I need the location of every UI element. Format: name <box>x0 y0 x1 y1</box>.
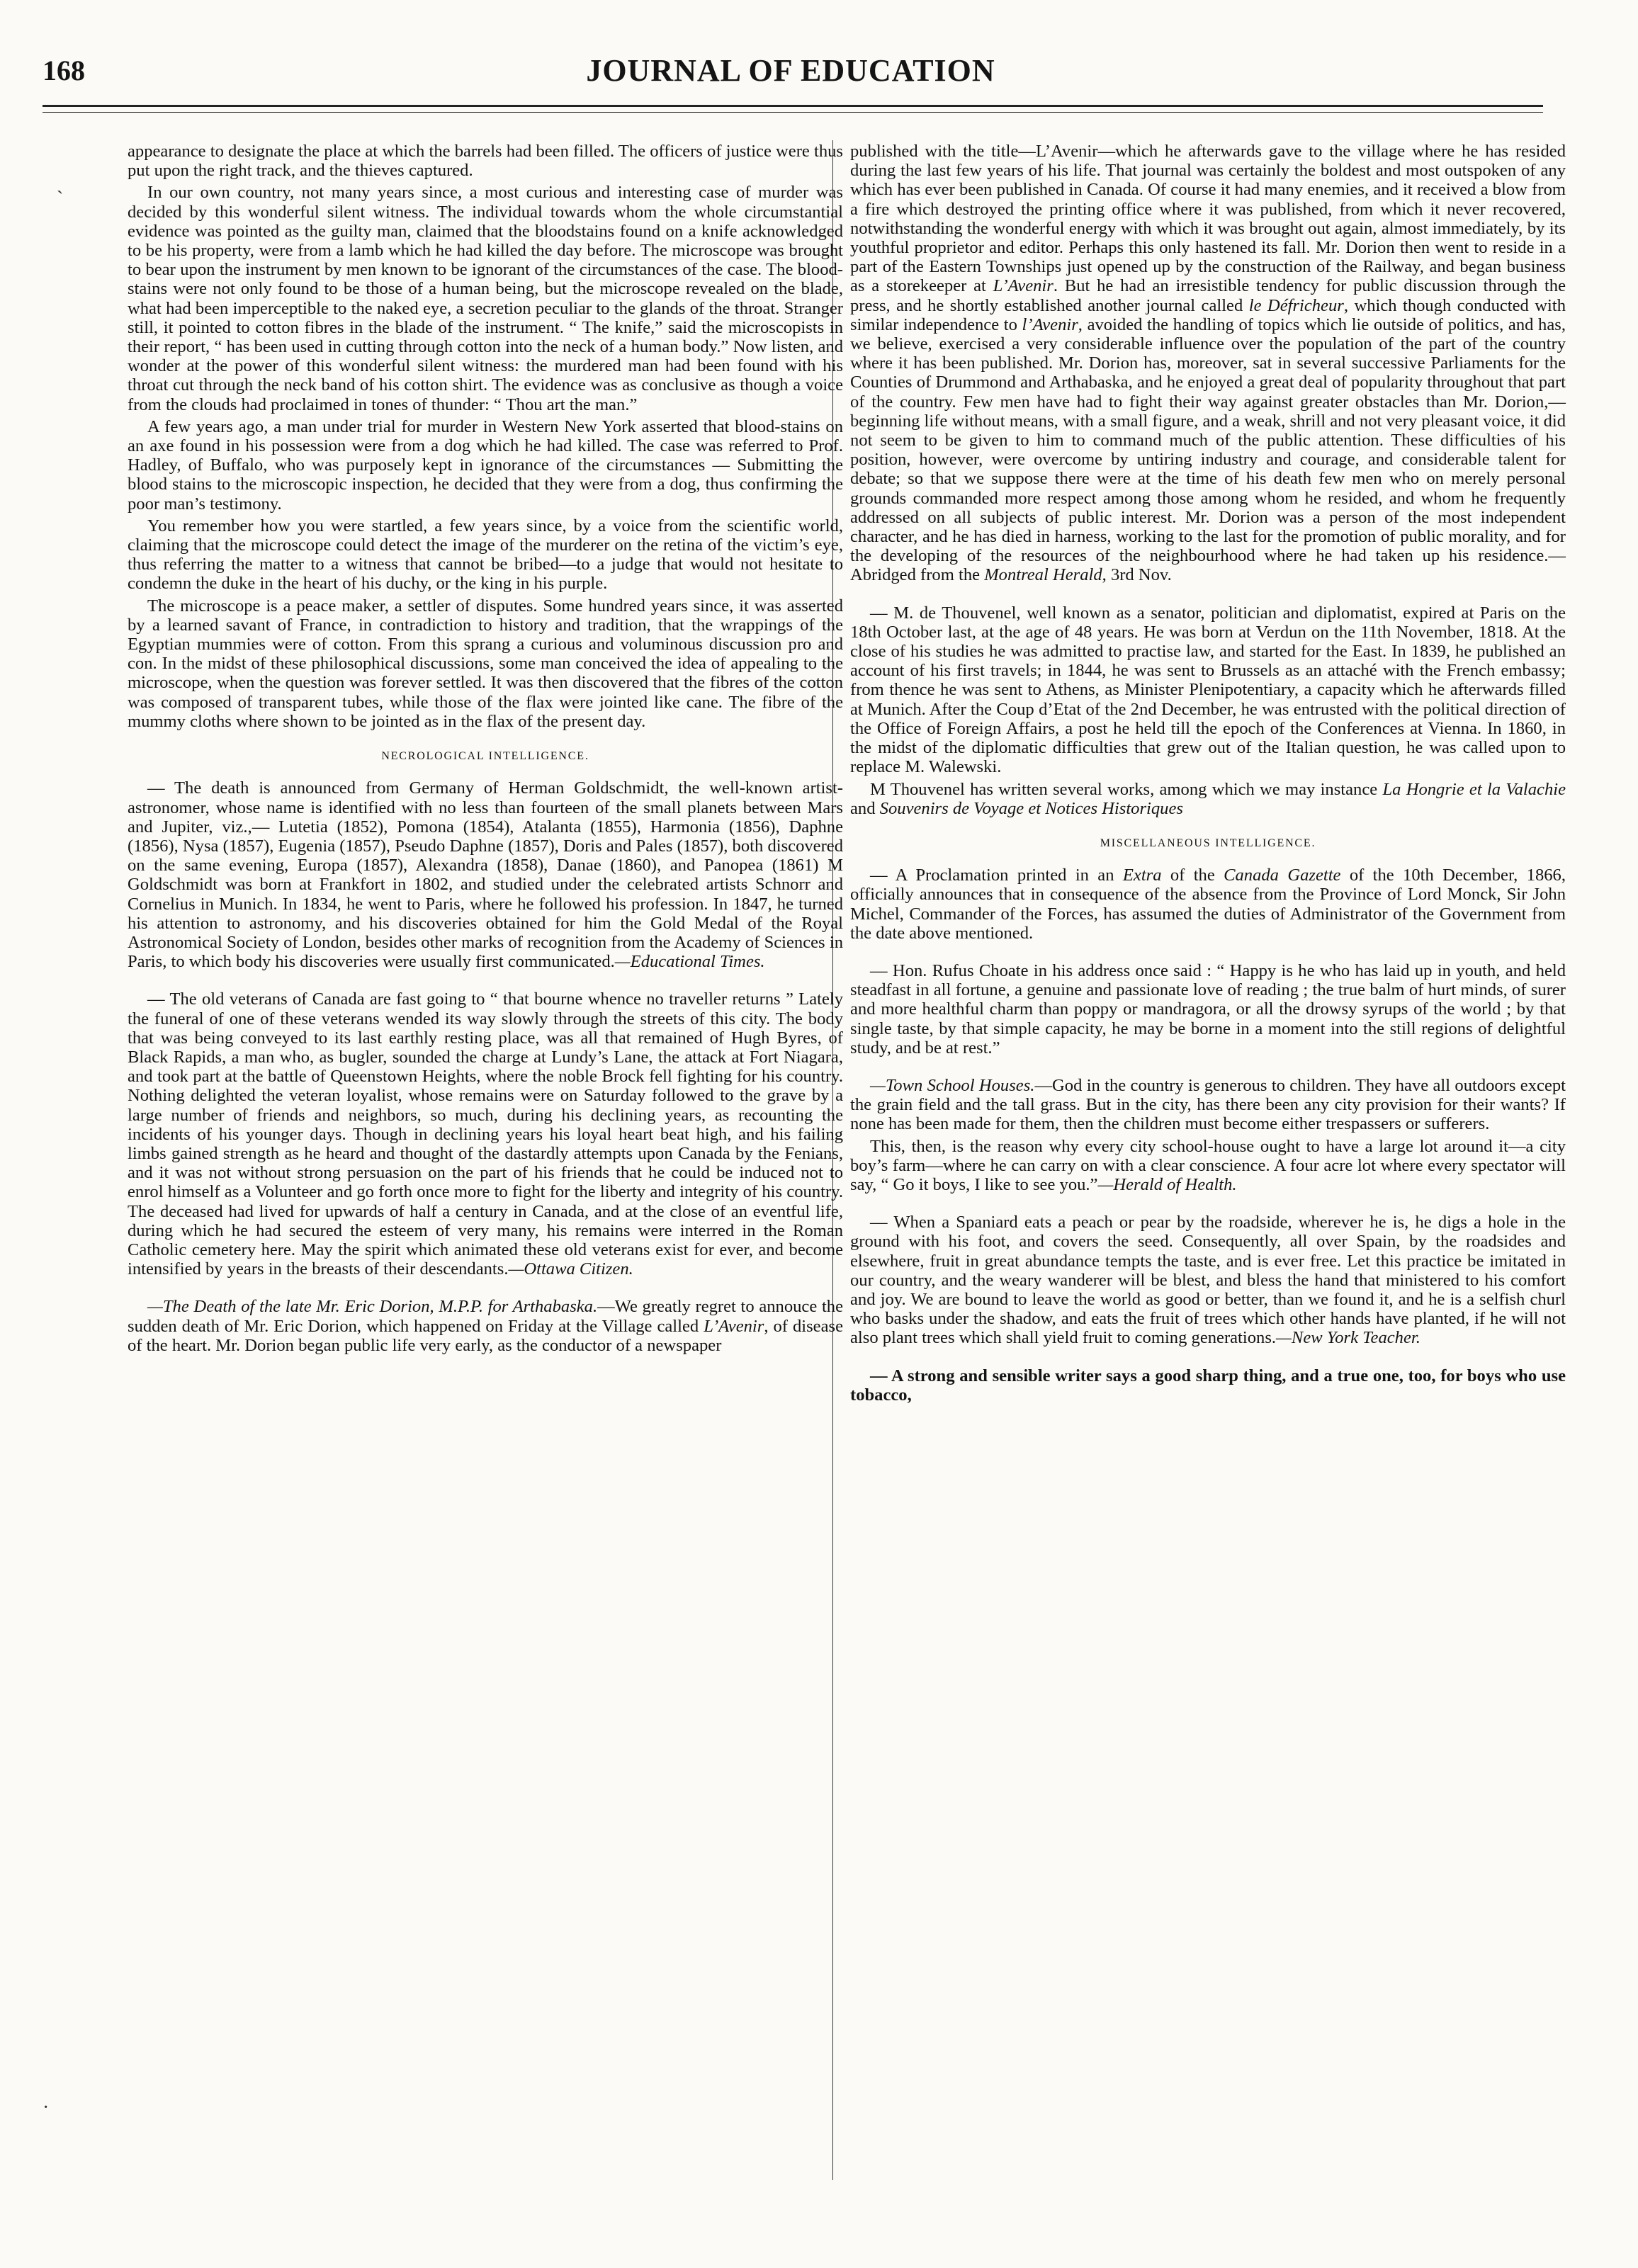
goldschmidt-item <box>128 778 843 971</box>
avenir-title: L’Avenir <box>704 1316 764 1336</box>
right-column <box>850 142 1566 1407</box>
veterans-text: — The old veterans of Canada are fast going to “ that bourne whence no traveller returns ” Lately the funeral of one of these veterans wended its way slowly through the streets of this city. The body that was being conveyed to its last earthly resting place, was all that remained of Hugh Byres, of Black Rapids, a man who, as bugler, sounded the charge at Lundy’s Lane, the attack at Fort Niagara, and took part at the battle of Queenstown Heights, where the noble Brock fell fighting for his country. Nothing delighted the veteran loyalist, whose remains were on Saturday followed to the grave by a large number of friends and neighbors, so much, during his declining years, as recounting the incidents of his younger days. Though in declining years his loyal heart beat high, and his failing limbs gained strength as he heard and thought of the dastardly attempts upon Canada by the Fenians, and it was not without strong persuasion on the part of his friends that he could be induced not to enrol himself as a Volunteer and go forth once more to fight for the liberty and integrity of his country. The deceased had lived for upwards of half a century in Canada, and at the close of an eventful life, during which he had secured the esteem of very many, his remains were interred in the Roman Catholic cemetery here. May the spirit which animated these old veterans exist for ever, and become intensified by years in the breasts of their descendants. <box>128 990 843 1279</box>
avenir-title: L’Avenir <box>993 276 1054 296</box>
spaniard-source: —New York Teacher. <box>1276 1328 1420 1348</box>
necrology-heading: NECROLOGICAL INTELLIGENCE. <box>381 750 589 763</box>
tobacco-item: — A strong and sensible writer says a good sharp thing, and a true one, too, for boys who use tobacco, <box>850 1366 1566 1405</box>
dorion-date: , 3rd Nov. <box>1102 565 1172 585</box>
spaniard-text: — When a Spaniard eats a peach or pear by the roadside, wherever he is, he digs a hole in the ground with his foot, and covers the seed. Consequently, all over Spain, by the roadsides and elsewhere, fruit in great abundance tempts the taste, and is ever free. Let this practice be imitated in our country, and the weary wanderer will be blest, and bless the hand that ministered to his comfort and joy. We are bound to leave the world as good or better, than we found it, and he is a selfish churl who basks under the shadow, and eats the fruit of trees which other hands have planted, if he will not also plant trees which shall yield fruit to coming generations. <box>850 1213 1566 1348</box>
thouvenel-text: M Thouvenel has written several works, among which we may instance <box>870 779 1383 799</box>
gazette-title: Canada Gazette <box>1224 866 1341 885</box>
goldschmidt-text: — The death is announced from Germany of Herman Goldschmidt, the well-known artist-astronomer, whose name is identified with no less than fourteen of the small planets between Mars and Jupiter, viz.,— Lutetia (1852), Pomona (1854), Atalanta (1855), Harmonia (1856), Daphne (1856), Nysa (1857), Eugenia (1857), Pseudo Daphne (1857), Doris and Pales (1857), both discovered on the same evening, Europa (1857), Alexandra (1858), Danae (1860), and Panopea (1861) M Goldschmidt was born at Frankfort in 1802, and studied under the celebrated artists Schnorr and Cornelius in Munich. In 1834, he went to Paris, where he followed his profession. In 1847, he turned his attention to astronomy, and his discoveries obtained for him the Gold Medal of the Royal Astronomical Society of London, besides other marks of recognition from the Academy of Sciences in Paris, to which body his discoveries were usually first communicated. <box>128 778 843 972</box>
header-rule-thick <box>43 105 1543 107</box>
school-houses-text: —God in the country is generous to children. They have all outdoors except the grain field and the tall grass. But in the city, has there been any city provision for their wants? If none has been made for them, then the children must become either trespassers or sufferers. <box>850 1075 1566 1134</box>
thouvenel-text: and <box>850 798 880 818</box>
proclamation-item <box>850 866 1566 943</box>
dorion-text: —We greatly regret to annouce the sudden death of Mr. Eric Dorion, which happened on Friday at the Village called <box>128 1297 843 1336</box>
margin-mark: ` <box>57 188 64 210</box>
goldschmidt-source: —Educational Times. <box>614 952 765 972</box>
proclamation-text: — A Proclamation printed in an <box>870 866 1123 885</box>
dorion-text: , which though conducted with similar independence to <box>850 295 1566 334</box>
dorion-text: . But he had an irresistible tendency for public discussion through the press, and he shortly established another journal called <box>850 276 1566 315</box>
school-houses-source: —Herald of Health. <box>1097 1174 1237 1194</box>
microscope-paragraph: In our own country, not many years since, a most curious and interesting case of murder was decided by this wonderful silent witness. The individual towards whom the whole circumstantial evidence was pointed as the guilty man, claimed that the bloodstains found on a knife acknowledged to be his property, were from a lamb which he had killed the day before. The microscope was brought to bear upon the instrument by men known to be ignorant of the circumstances of the case. The blood-stains were not only found to be those of a human being, but the microscope revealed on the blade, what had been imperceptible to the naked eye, a secretion peculiar to the glands of the throat. Stranger still, it pointed to cotton fibres in the blade of the instrument. “ The knife,” said the microscopists in their report, “ has been used in cutting through cotton into the neck of a human body.” Now listen, and wonder at the power of this wonderful silent witness: the murdered man had been found with his throat cut through the neck band of his cotton shirt. The evidence was as conclusive as though a voice from the clouds had proclaimed in tones of thunder: “ Thou art the man.” <box>128 183 843 414</box>
proclamation-text: of the 10th December, 1866, officially announces that in consequence of the absence from the Province of Lord Monck, Sir John Michel, Commander of the Forces, has assumed the duties of Administrator of the Government from the date above mentioned. <box>850 866 1566 943</box>
left-column <box>128 142 843 1358</box>
choate-item: — Hon. Rufus Choate in his address once said : “ Happy is he who has laid up in youth, and held steadfast in all fortune, a genuine and passionate love of reading ; the true balm of hurt minds, of surer and more healthful charm than poppy or mandragora, or all the drowsy syrups of the world ; by that single taste, by that simple capacity, he may be borne in a moment into the still regions of delightful study, and be at rest.” <box>850 960 1566 1058</box>
proclamation-text: of the <box>1161 866 1224 885</box>
school-houses-item <box>850 1076 1566 1134</box>
dorion-item <box>128 1297 843 1355</box>
thouvenel-works <box>850 780 1566 818</box>
page-header <box>43 48 1539 98</box>
dorion-continued <box>850 142 1566 585</box>
journal-title: JOURNAL OF EDUCATION <box>586 53 995 88</box>
dorion-text: published with the title—L’Avenir—which he afterwards gave to the village where he has resided during the last few years of his life. That journal was certainly the boldest and most outspoken of any which has ever been published in Canada. Of course it had many enemies, and it received a blow from a fire which destroyed the printing office where it was published, from which it never recovered, notwithstanding the wonderful energy with which it was brought out again, almost immediately, by its youthful proprietor and editor. Perhaps this only hastened its fall. Mr. Dorion then went to reside in a part of the Eastern Townships just opened up by the construction of the Railway, and began business as a storekeeper at <box>850 142 1566 296</box>
microscope-paragraph: appearance to designate the place at which the barrels had been filled. The officers of justice were thus put upon the right track, and the thieves captured. <box>128 142 843 181</box>
dorion-text: , of disease of the heart. Mr. Dorion began public life very early, as the conductor of a newspaper <box>128 1316 844 1355</box>
school-houses-title: —Town School Houses. <box>870 1075 1035 1095</box>
dorion-title: —The Death of the late Mr. Eric Dorion, M.P.P. for Arthabaska. <box>147 1297 598 1317</box>
avenir-title: l’Avenir <box>1022 314 1078 334</box>
dorion-text: , avoided the handling of topics which lie outside of politics, and has, we believe, exercised a very considerable influence over the population of the part of the country where it has been published. Mr. Dorion has, moreover, sat in several successive Parliaments for the Counties of Drummond and Arthabaska, and he enjoyed a great deal of popularity throughout that part of the country. Few men have had to fight their way against greater obstacles than Mr. Dorion,—beginning life without means, with a small figure, and a weak, shrill and not very pleasant voice, it did not seem to be given to him to command much of the public attention. These difficulties of his position, however, were overcome by untiring industry and courage, and considerable talent for debate; so that we suppose there were at the time of his death few men who on merely personal grounds commanded more respect among those among whom he resided, and whom he frequently addressed on all subjects of public interest. Mr. Dorion was a person of the most independent character, and he has died in harness, working to the last for the promotion of public morality, and for the developing of the resources of the neighbourhood where he had taken up his residence.—Abridged from the <box>850 314 1566 585</box>
dorion-source: Montreal Herald <box>984 565 1102 585</box>
book-title: Souvenirs de Voyage et Notices Historiques <box>879 798 1183 818</box>
microscope-paragraph: You remember how you were startled, a few years since, by a voice from the scientific world, claiming that the microscope could detect the image of the murderer on the retina of the victim’s eye, thus referring the matter to a witness that cannot be bribed—to a judge that would not hesitate to condemn the duke in the heart of his duchy, or the king in his purple. <box>128 516 843 594</box>
microscope-paragraph: A few years ago, a man under trial for murder in Western New York asserted that blood-stains on an axe found in his possession were from a dog which he had killed. The case was referred to Prof. Hadley, of Buffalo, who was purposely kept in ignorance of the circumstances — Submitting the blood stains to the microscopic inspection, he decided that they were from a dog, thus confirming the poor man’s testimony. <box>128 416 843 514</box>
margin-dot: · <box>43 2097 50 2119</box>
miscellaneous-heading: MISCELLANEOUS INTELLIGENCE. <box>1100 837 1316 849</box>
spaniard-item <box>850 1213 1566 1347</box>
extra-title: Extra <box>1122 866 1162 885</box>
school-houses-text: This, then, is the reason why every city school-house ought to have a large lot around it—a city boy’s farm—where he can carry on with a clear conscience. A four acre lot where every spectator will say, “ Go it boys, I like to see you.” <box>850 1136 1566 1194</box>
book-title: La Hongrie et la Valachie <box>1382 779 1566 799</box>
page-number: 168 <box>43 55 85 86</box>
veterans-source: —Ottawa Citizen. <box>508 1259 633 1279</box>
defricheur-title: le Défricheur <box>1248 295 1344 315</box>
thouvenel-item: — M. de Thouvenel, well known as a senator, politician and diplomatist, expired at Paris on the 18th October last, at the age of 48 years. He was born at Verdun on the 11th November, 1818. At the close of his studies he was admitted to practise law, and started for the East. In 1839, he published an account of his first travels; in 1844, he was sent to Brussels as an attaché with the French embassy; from thence he was sent to Athens, as Minister Plenipotentiary, a capacity which he afterwards filled at Munich. After the Coup d’Etat of the 2nd December, he was entrusted with the political direction of the Office of Foreign Affairs, a post he held till the epoch of the Conferences at Vienna. In 1860, in the midst of the diplomatic difficulties that grew out of the Italian question, he was called upon to replace M. Walewski. <box>850 603 1566 777</box>
veterans-item <box>128 990 843 1278</box>
microscope-paragraph: The microscope is a peace maker, a settler of disputes. Some hundred years since, it was asserted by a learned savant of France, in contradiction to history and tradition, that the wrappings of the Egyptian mummies were of cotton. From this sprang a curious and voluminous discussion pro and con. In the midst of these philosophical discussions, some man conceived the idea of appealing to the microscope, when the question was forever settled. It was then discovered that the fibres of the cotton was composed of transparent tubes, while those of the flax were jointed like cane. The fibre of the mummy cloths where shown to be jointed as in the flax of the present day. <box>128 596 843 731</box>
school-houses-item <box>850 1137 1566 1195</box>
header-rule-thin <box>43 112 1543 113</box>
